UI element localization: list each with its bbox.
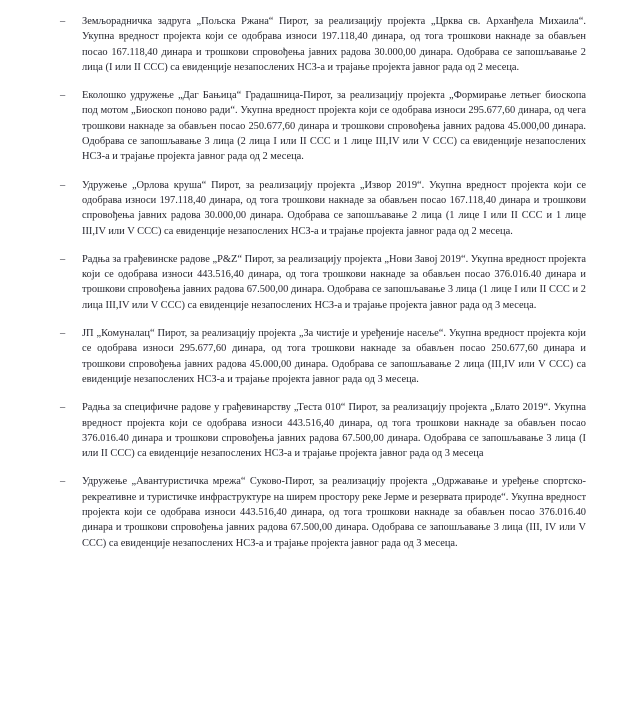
list-item-text: Земљорадничка задруга „Пољска Ржана“ Пирот, за реализацију пројекта „Црква св. Арханђела Михаила“. Укупна вредност пројекта који се одобрава износи 197.118,40 динара, од тога трошкови накнаде за обављен посао 167.118,40 динара и трошкови спровођења јавних радова 30.000,00 динара. Одобрава се запошљавање 2 лица (I или II ССС) са евиденције незапослених НСЗ-а и трајање пројекта јавног рада од 2 месеца.	[82, 16, 586, 73]
list-item	[60, 252, 586, 313]
list-bullet-marker: –	[60, 179, 66, 191]
list-item-text: Удружење „Авантуристичка мрежа“ Суково-Пирот, за реализацију пројекта „Одржавање и уређење спортско-рекреативне и туристичке инфраструктуре на ширем простору реке Јерме и резервата природе“. Укупна вредност пројекта који се одобрава износи 443.516,40 динара, од тога трошкови накнаде за обављен посао 376.016.40 динара и трошкови спровођења јавних радова 67.500,00 динара. Одобрава се запошљавање 3 лица (III, IV или V ССС) са евиденције незапослених НСЗ-а и трајање пројекта јавног рада од 3 месеца.	[82, 476, 586, 549]
list-item-text: Удружење „Орлова круша“ Пирот, за реализацију пројекта „Извор 2019“. Укупна вредност пројекта који се одобрава износи 197.118,40 динара, од тога трошкови накнаде за обављен посао 167.118,40 динара и трошкови спровођења јавних радова 30.000,00 динара. Одобрава се запошљавање 2 лица (1 лице I или II ССС и 1 лице III,IV или V ССС) са евиденције незапослених НСЗ-а и трајање пројекта јавног рада од 2 месеца.	[82, 179, 586, 237]
list-bullet-marker: –	[60, 16, 66, 27]
list-item	[60, 400, 586, 461]
list-item-text: Еколошко удружење „Даг Бањица“ Градашница-Пирот, за реализацију пројекта „Формирање летњег биоскопа под мотом „Биоскоп поново ради“. Укупна вредност пројекта који се одобрава износи 295.677,60 динара, од чега трошкови накнаде за обављен посао 250.677,60 динара и трошкови спровођења јавних радова 45.000,00 динара. Одобрава се запошљавање 3 лица (2 лица I или II ССС и 1 лице III,IV или V ССС) са евиденције незапослених НСЗ-а и трајање пројекта јавног рада од 2 месеца.	[82, 90, 586, 163]
list-item	[60, 178, 586, 239]
list-item	[60, 474, 586, 550]
list-bullet-marker: –	[60, 402, 66, 414]
list-item-text: Радња за специфичне радове у грађевинарству „Теста 010“ Пирот, за реализацију пројекта „Блато 2019“. Укупна вредност пројекта који се одобрава износи 443.516,40 динара, од тога трошкови накнаде за обављен посао 376.016.40 динара и трошкови спровођења јавних радова 67.500,00 динара. Одобрава се запошљавање 3 лица (I или II ССС) са евиденције незапослених НСЗ-а и трајање пројекта јавног рада од 3 месеца	[82, 402, 586, 460]
list-item	[60, 326, 586, 387]
list-item	[60, 88, 586, 164]
list-item	[60, 14, 586, 75]
list-item-text: Радња за грађевинске радове „Р&Z“ Пирот, за реализацију пројекта „Нови Завој 2019“. Укупна вредност пројекта који се одобрава износи 443.516,40 динара, од тога трошкови накнаде за обављен посао 376.016.40 динара и трошкови спровођења јавних радова 67.500,00 динара. Одобрава се запошљавање 3 лица (1 лице I или II ССС и 2 лица III,IV или V ССС) са евиденције незапослених НСЗ-а и трајање пројекта јавног рада од 3 месеца.	[82, 253, 586, 311]
list-bullet-marker: –	[60, 253, 66, 265]
project-approvals-list	[60, 14, 586, 551]
list-item-text: ЈП „Комуналац“ Пирот, за реализацију пројекта „За чистије и уређеније насеље“. Укупна вредност пројекта који се одобрава износи 295.677,60 динара, од тога трошкови накнаде за обављен посао 250.677,60 динара и трошкови спровођења јавних радова 45.000,00 динара. Одобрава се запошљавање 2 лица (III,IV или V ССС) са евиденције незапослених НСЗ-а и трајање пројекта јавног рада од 3 месеца.	[82, 328, 586, 385]
list-bullet-marker: –	[60, 328, 66, 340]
list-bullet-marker: –	[60, 90, 66, 102]
list-bullet-marker: –	[60, 476, 66, 488]
